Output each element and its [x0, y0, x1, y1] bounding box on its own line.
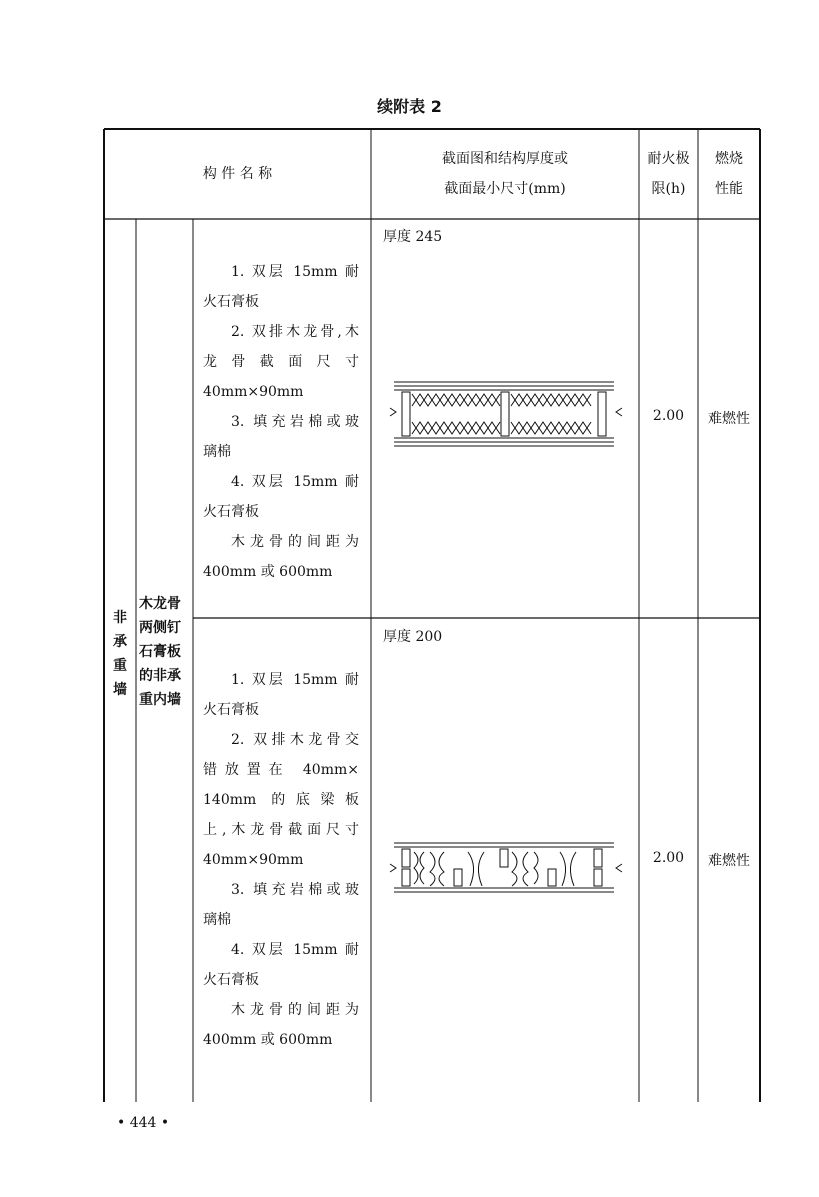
- desc-line: 火石膏板: [203, 294, 259, 310]
- wall-type-label: [106, 606, 134, 702]
- member-line: 石膏板: [139, 644, 181, 660]
- desc-line: 3. 填充岩棉或玻: [231, 414, 359, 430]
- desc-line: 璃棉: [203, 912, 231, 928]
- desc-line: 1. 双层 15mm 耐: [231, 672, 359, 688]
- member-line: 重内墙: [139, 692, 181, 708]
- desc-line: 龙 骨 截 面 尺 寸: [203, 354, 359, 370]
- row1-section-diagram: [388, 378, 628, 450]
- desc-line: 400mm 或 600mm: [203, 564, 333, 580]
- desc-line: 40mm×90mm: [203, 852, 304, 868]
- wall-type-char: 重: [113, 658, 127, 674]
- desc-line: 璃棉: [203, 444, 231, 460]
- member-line: 两侧钉: [139, 620, 181, 636]
- desc-line: 错放置在 40mm×: [203, 762, 359, 778]
- desc-line: 4. 双层 15mm 耐: [231, 942, 359, 958]
- header-combustion-line1: 燃烧: [715, 151, 743, 167]
- header-fire-line1: 耐火极: [647, 151, 690, 167]
- header-section-line1: 截面图和结构厚度或: [442, 151, 568, 167]
- wall-type-char: 墙: [113, 682, 127, 698]
- desc-line: 木龙骨的间距为: [231, 534, 359, 550]
- row1-thickness: 厚度 245: [383, 229, 443, 245]
- desc-line: 2. 双排木龙骨交: [231, 732, 359, 748]
- header-combustion-line2: 性能: [715, 181, 743, 197]
- row2-combustion: 难燃性: [708, 853, 750, 869]
- header-fire-line2: 限(h): [651, 181, 686, 197]
- row1-description: [203, 257, 359, 587]
- header-section-line2: 截面最小尺寸(mm): [444, 181, 566, 197]
- row2-thickness: 厚度 200: [383, 629, 443, 645]
- desc-line: 木龙骨的间距为: [231, 1002, 359, 1018]
- wall-type-char: 承: [113, 634, 127, 650]
- member-type-label: [139, 592, 181, 712]
- desc-line: 上,木龙骨截面尺寸: [203, 822, 359, 838]
- row2-fire-rating: 2.00: [652, 850, 685, 866]
- header-member-name: 构 件 名 称: [202, 166, 273, 182]
- member-line: 的非承: [139, 668, 181, 684]
- desc-line: 火石膏板: [203, 504, 259, 520]
- row2-description: [203, 665, 359, 1055]
- page-number: • 444 •: [117, 1115, 170, 1131]
- desc-line: 140mm 的底梁板: [203, 792, 359, 808]
- wall-type-char: 非: [113, 610, 127, 626]
- desc-line: 4. 双层 15mm 耐: [231, 474, 359, 490]
- row1-combustion: 难燃性: [708, 411, 750, 427]
- desc-line: 火石膏板: [203, 972, 259, 988]
- desc-line: 400mm 或 600mm: [203, 1032, 333, 1048]
- desc-line: 3. 填充岩棉或玻: [231, 882, 359, 898]
- desc-line: 火石膏板: [203, 702, 259, 718]
- member-line: 木龙骨: [139, 596, 181, 612]
- row1-fire-rating: 2.00: [652, 408, 685, 424]
- row2-section-diagram: [388, 840, 628, 896]
- desc-line: 2. 双排木龙骨,木: [231, 324, 359, 340]
- desc-line: 1. 双层 15mm 耐: [231, 264, 359, 280]
- desc-line: 40mm×90mm: [203, 384, 304, 400]
- table-title: 续附表 2: [377, 97, 442, 116]
